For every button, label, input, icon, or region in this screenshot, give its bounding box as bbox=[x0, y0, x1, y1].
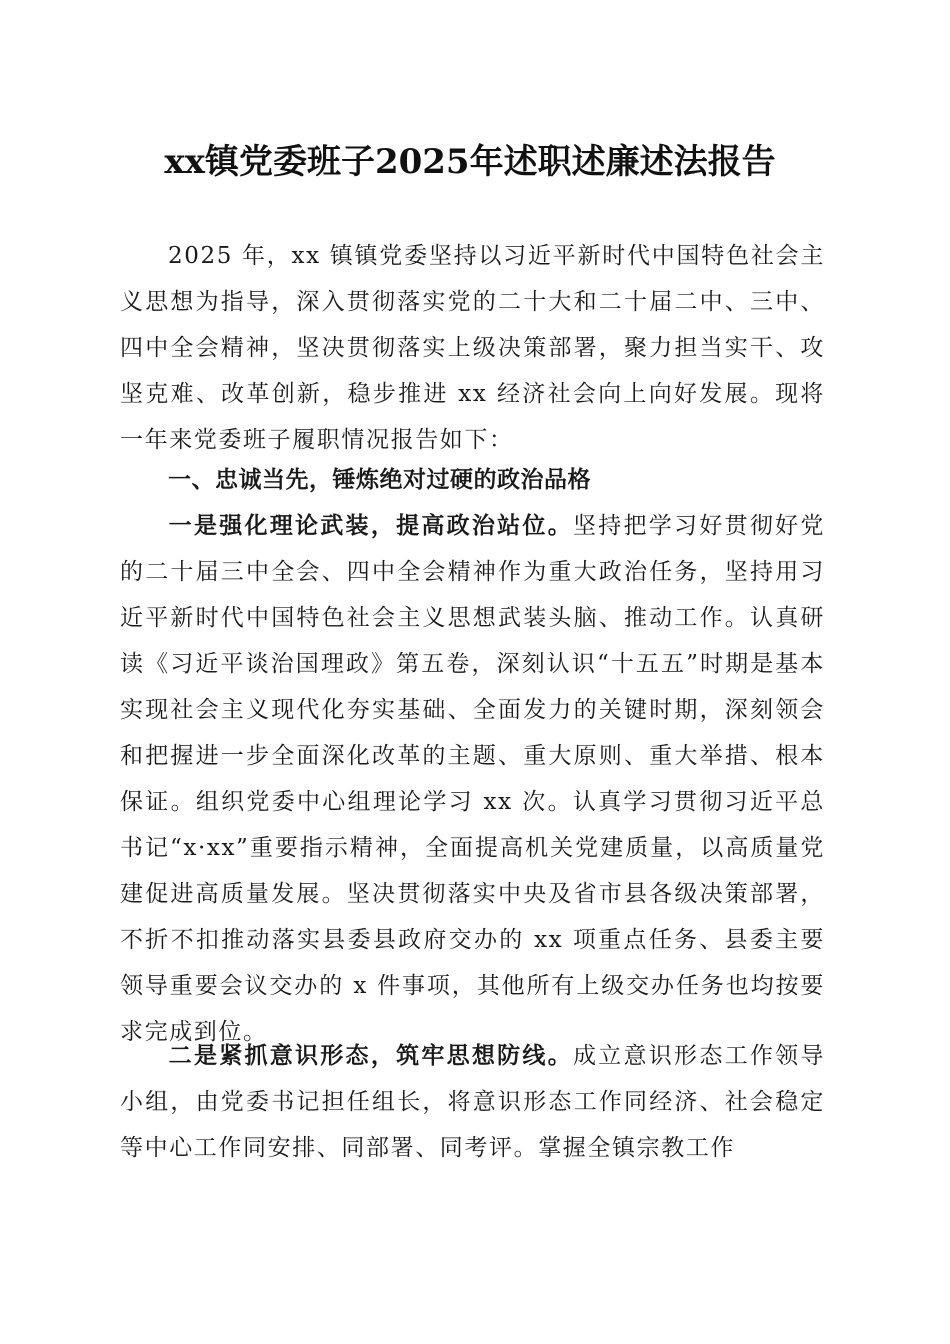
item-text-1: 坚持把学习好贯彻好党的二十届三中全会、四中全会精神作为重大政治任务，坚持用习近平新时代中国特色社会主义思想武装头脑、推动工作。认真研读《习近平谈治国理政》第五卷，深刻认识“十五五”时期是基本实现社会主义现代化夯实基础、全面发力的关键时期，深刻领会和把握进一步全面深化改革的主题、重大原则、重大举措、根本保证。组织党委中心组理论学习 xx 次。认真学习贯彻习近平总书记“x·xx”重要指示精神，全面提高机关党建质量，以高质量党建促进高质量发展。坚决贯彻落实中央及省市县各级决策部署，不折不扣推动落实县委县政府交办的 xx 项重点任务、县委主要领导重要会议交办的 x 件事项，其他所有上级交办任务也均按要求完成到位。 bbox=[120, 513, 826, 1045]
section-heading bbox=[120, 457, 825, 503]
item-paragraph-2 bbox=[120, 1033, 825, 1171]
item-paragraph-1 bbox=[120, 503, 825, 1055]
document-title: xx镇党委班子2025年述职述廉述法报告 bbox=[164, 142, 776, 182]
intro-text: 2025 年，xx 镇镇党委坚持以习近平新时代中国特色社会主义思想为指导，深入贯彻落实党的二十大和二十届二中、三中、四中全会精神，坚决贯彻落实上级决策部署，聚力担当实干、攻坚克难、改革创新，稳步推进 xx 经济社会向上向好发展。现将一年来党委班子履职情况报告如下： bbox=[120, 243, 825, 453]
item-lead-1: 一是强化理论武装，提高政治站位。 bbox=[168, 512, 573, 539]
item-text-2: 成立意识形态工作领导小组，由党委书记担任组长，将意识形态工作同经济、社会稳定等中心工作同安排、同部署、同考评。掌握全镇宗教工作 bbox=[120, 1043, 826, 1161]
intro-paragraph bbox=[120, 233, 825, 463]
item-lead-2: 二是紧抓意识形态，筑牢思想防线。 bbox=[168, 1042, 573, 1069]
section-heading-text: 一、忠诚当先，锤炼绝对过硬的政治品格 bbox=[168, 467, 591, 493]
